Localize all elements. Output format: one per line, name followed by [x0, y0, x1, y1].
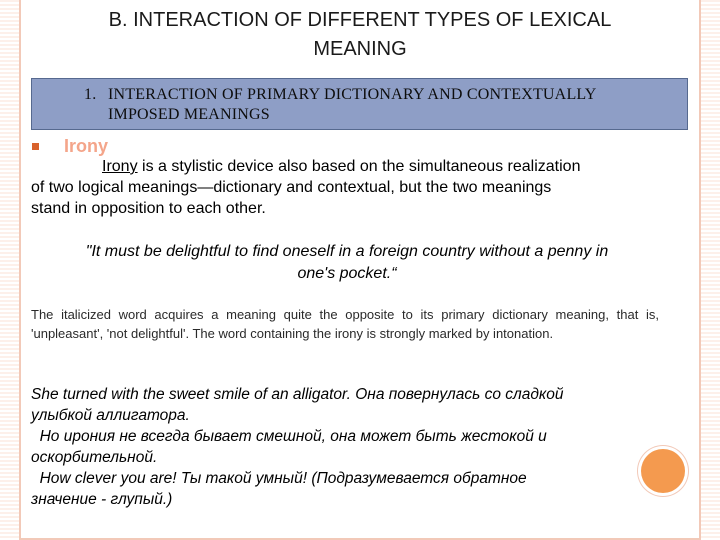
subsection-title — [84, 85, 688, 125]
definition-term: Irony — [102, 158, 138, 175]
examples-line-4: оскорбительной. — [31, 449, 158, 466]
examples-line-1: She turned with the sweet smile of an alligator. Она повернулась со сладкой — [31, 386, 564, 403]
subsection-number: 1. — [84, 86, 97, 103]
examples-line-6: значение - глупый.) — [31, 491, 173, 508]
explanation-paragraph: The italicized word acquires a meaning quite the opposite to its primary dictionary meaning, that is, 'unpleasant', 'not delightful'. The word containing the irony is strongly marked by intonation. — [31, 307, 659, 341]
examples-line-2: улыбкой аллигатора. — [31, 407, 190, 424]
left-decorative-border — [0, 0, 19, 540]
quote-line-1: "It must be delightful to find oneself in a foreign country without a penny in — [85, 243, 609, 260]
section-heading: Irony — [64, 136, 109, 156]
title-line-1: B. INTERACTION OF DIFFERENT TYPES OF LEXICAL — [108, 9, 612, 31]
definition-line-1 — [31, 156, 663, 177]
definition-rest: is a stylistic device also based on the simultaneous realization — [137, 158, 581, 175]
definition-line-2: of two logical meanings—dictionary and contextual, but the two meanings — [31, 179, 552, 196]
subsection-line-2: IMPOSED MEANINGS — [108, 106, 270, 123]
title-line-2: MEANING — [313, 38, 407, 60]
decorative-circle-icon — [641, 449, 685, 493]
right-decorative-border — [701, 0, 720, 540]
definition-paragraph — [31, 156, 663, 219]
quote-line-2: one's pocket.“ — [297, 265, 397, 282]
examples-line-3: Но ирония не всегда бывает смешной, она может быть жестокой и — [31, 428, 547, 445]
slide-title — [36, 6, 684, 64]
definition-line-3: stand in opposition to each other. — [31, 200, 266, 217]
bullet-icon — [32, 143, 39, 150]
examples-paragraph — [31, 384, 659, 510]
example-quote — [31, 241, 663, 285]
left-border-line — [19, 0, 21, 540]
subsection-line-1: INTERACTION OF PRIMARY DICTIONARY AND CONTEXTUALLY — [108, 86, 597, 103]
examples-line-5: How clever you are! Ты такой умный! (Подразумевается обратное — [31, 470, 527, 487]
subsection-banner — [31, 78, 688, 130]
right-border-line — [699, 0, 701, 540]
